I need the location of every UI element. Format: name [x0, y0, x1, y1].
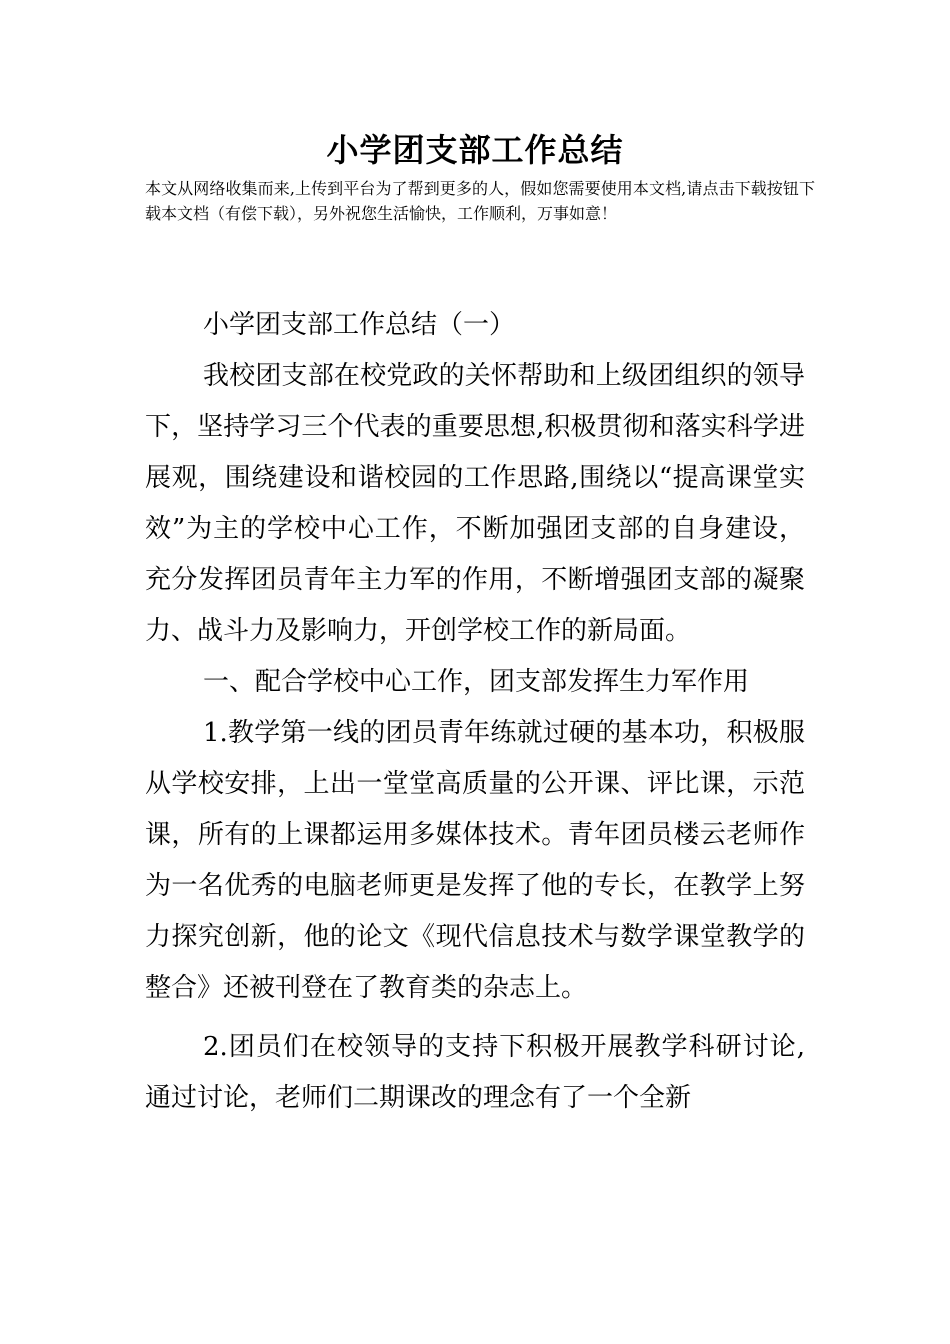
document-body: [145, 300, 805, 1124]
item-paragraph-1: 1.教学第一线的团员青年练就过硬的基本功，积极服从学校安排，上出一堂堂高质量的公开课、评比课，示范课，所有的上课都运用多媒体技术。青年团员楼云老师作为一名优秀的电脑老师更是发挥了他的专长，在教学上努力探究创新，他的论文《现代信息技术与数学课堂教学的整合》还被刊登在了教育类的杂志上。: [145, 718, 805, 1003]
item-paragraph-2: 2.团员们在校领导的支持下积极开展教学科研讨论,通过讨论，老师们二期课改的理念有了一个全新: [145, 1032, 805, 1113]
download-disclaimer: 本文从网络收集而来,上传到平台为了帮到更多的人，假如您需要使用本文档,请点击下载按钮下载本文档（有偿下载），另外祝您生活愉快，工作顺利，万事如意！: [145, 179, 815, 223]
section-heading: 小学团支部工作总结（一）: [203, 310, 516, 340]
intro-paragraph: 我校团支部在校党政的关怀帮助和上级团组织的领导下，坚持学习三个代表的重要思想,积极贯彻和落实科学进展观，围绕建设和谐校园的工作思路,围绕以“提高课堂实效”为主的学校中心工作，不断加强团支部的自身建设，充分发挥团员青年主力军的作用，不断增强团支部的凝聚力、战斗力及影响力，开创学校工作的新局面。: [145, 361, 805, 646]
document-title: 小学团支部工作总结: [326, 131, 624, 169]
section-heading-one: 一、配合学校中心工作，团支部发挥生力军作用: [203, 667, 750, 697]
